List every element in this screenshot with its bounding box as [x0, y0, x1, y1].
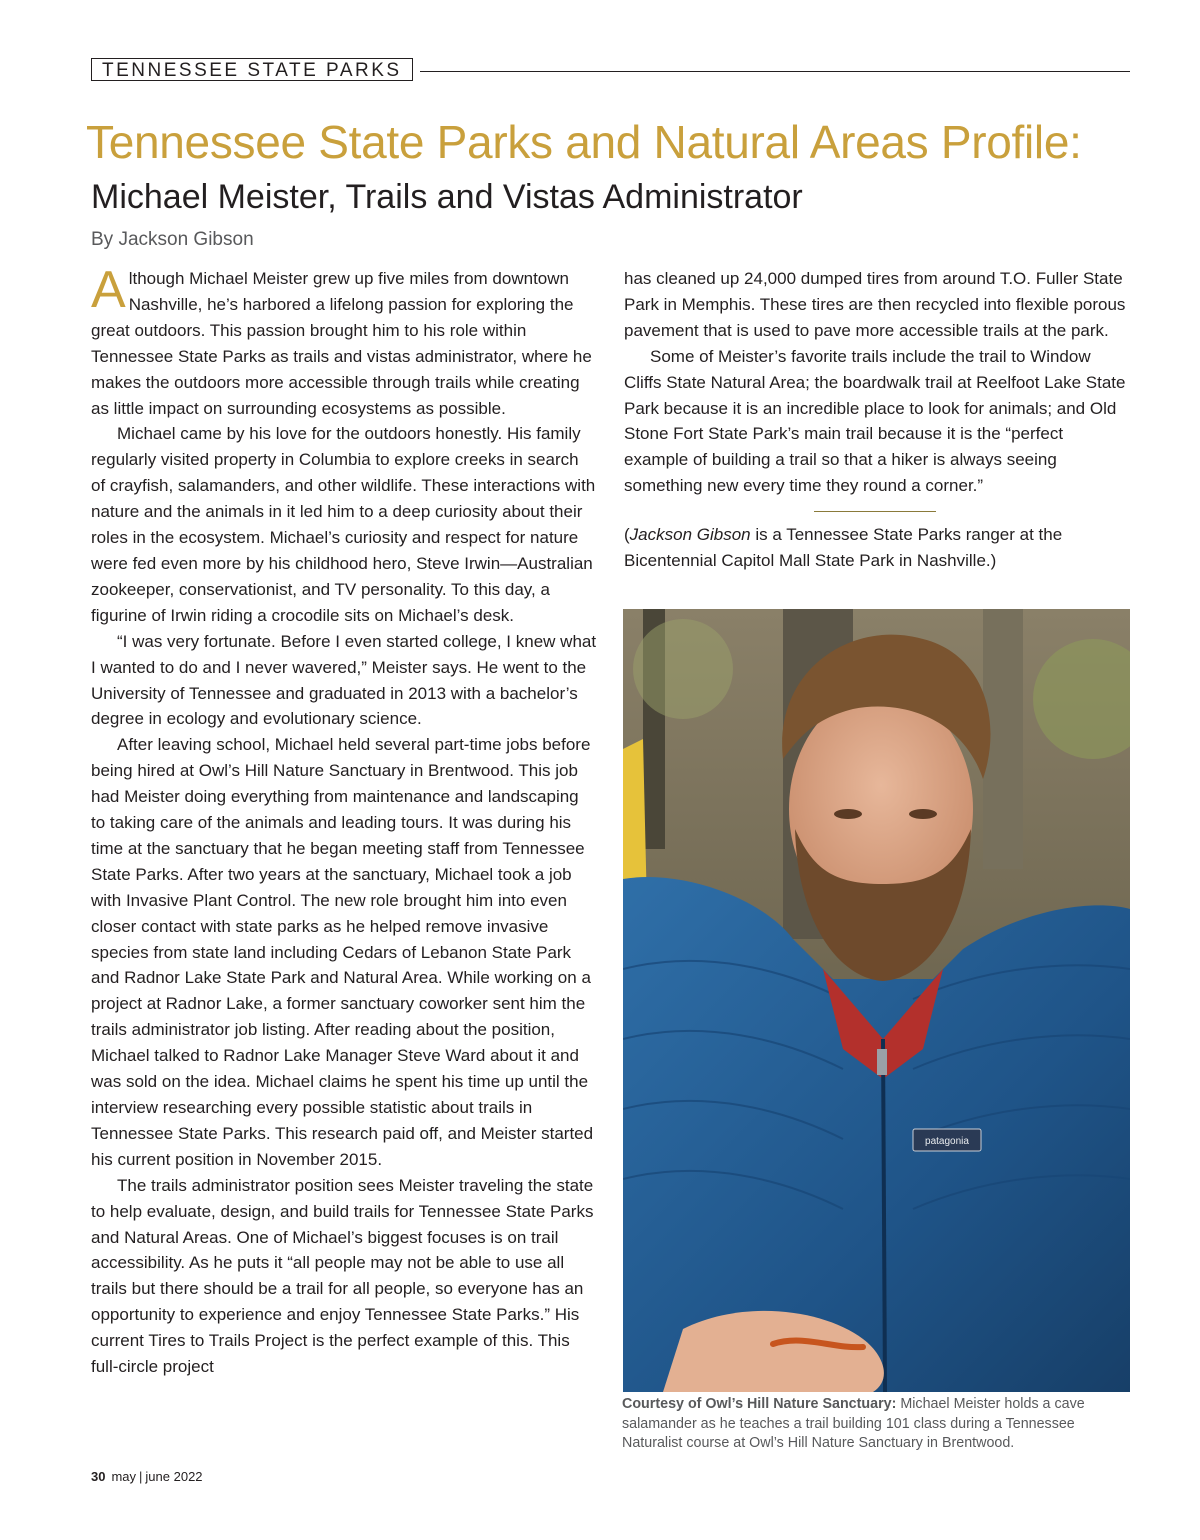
article-subhead: Michael Meister, Trails and Vistas Administrator	[91, 178, 803, 216]
byline: By Jackson Gibson	[91, 229, 254, 250]
zipper-pull	[877, 1049, 887, 1075]
page-number: 30	[91, 1469, 106, 1484]
paragraph-3: “I was very fortunate. Before I even started college, I knew what I wanted to do and I never wavered,” Meister says. He went to the University of Tennessee and graduated in 2013 with a bachelor’s degree in ecology and evolutionary science.	[91, 631, 597, 729]
article-column-right	[624, 266, 1130, 574]
author-note	[624, 522, 1130, 574]
paragraph-2: Michael came by his love for the outdoors honestly. His family regularly visited property in Columbia to explore creeks in search of crayfish, salamanders, and other wildlife. These interactions with nature and the animals in it led him to a deep curiosity about their roles in the ecosystem. Michael’s curiosity and respect for nature were fed even more by his childhood hero, Steve Irwin—Australian zookeeper, conservationist, and TV personality. To this day, a figurine of Irwin riding a crocodile sits on Michael’s desk.	[91, 424, 596, 625]
issue-date: june 2022	[145, 1469, 203, 1484]
paragraph-5: The trails administrator position sees Meister traveling the state to help evaluate, design, and build trails for Tennessee State Parks and Natural Areas. One of Michael’s biggest focuses is on trail accessibility. As he puts it “all people may not be able to use all trails but there should be a trail for all people, so everyone has an opportunity to experience and enjoy Tennessee State Parks.” His current Tires to Trails Project is the perfect example of this. This full-circle project	[91, 1175, 594, 1377]
author-note-name: Jackson Gibson	[629, 525, 751, 545]
issue-separator: |	[139, 1469, 143, 1484]
end-divider	[814, 511, 936, 512]
article-column-left	[91, 261, 597, 1380]
jacket-logo-text: patagonia	[925, 1136, 969, 1147]
section-rule	[420, 71, 1130, 72]
eye-left	[834, 809, 862, 819]
paragraph-4: After leaving school, Michael held several part-time jobs before being hired at Owl’s Hill Nature Sanctuary in Brentwood. This job had Meister doing everything from maintenance and landscaping to taking care of the animals and leading tours. It was during his time at the sanctuary that he began meeting staff from Tennessee State Parks. After two years at the sanctuary, Michael took a job with Invasive Plant Control. The new role brought him into even closer contact with state parks as he helped remove invasive species from state land including Cedars of Lebanon State Park and Radnor Lake State Park and Natural Area. While working on a project at Radnor Lake, a former sanctuary coworker sent him the trails administrator job listing. After reading about the position, Michael talked to Radnor Lake Manager Steve Ward about it and was sold on the idea. Michael claims he spent his time up until the interview researching every possible statistic about trails in Tennessee State Parks. This research paid off, and Meister started his current position in November 2015.	[91, 735, 594, 1169]
article-headline: Tennessee State Parks and Natural Areas Profile:	[86, 116, 1082, 168]
eye-right	[909, 809, 937, 819]
issue-month: may	[111, 1469, 137, 1484]
author-note-text: is a Tennessee State Parks ranger at the Bicentennial Capitol Mall State Park in Nashville.)	[624, 525, 1063, 571]
page-footer	[91, 1469, 203, 1484]
photo-illustration	[623, 609, 1130, 1392]
paragraph-6: Some of Meister’s favorite trails include the trail to Window Cliffs State Natural Area; the boardwalk trail at Reelfoot Lake State Park because it is an incredible place to look for animals; and Old Stone Fort State Park’s main trail because it is the “perfect example of building a trail so that a hiker is always seeing something new every time they round a corner.”	[624, 346, 1126, 496]
section-tag: TENNESSEE STATE PARKS	[91, 58, 413, 81]
drop-cap: A	[91, 261, 126, 319]
author-note-open: (	[624, 525, 630, 545]
paragraph-1-text: lthough Michael Meister grew up five miles from downtown Nashville, he’s harbored a lifelong passion for exploring the great outdoors. This passion brought him to his role within Tennessee State Parks as trails and vistas administrator, where he makes the outdoors more accessible through trails while creating as little impact on surrounding ecosystems as possible.	[91, 269, 592, 418]
paragraph-1	[91, 261, 597, 421]
profile-photo	[623, 609, 1130, 1392]
jacket-zipper	[883, 1039, 885, 1392]
photo-caption	[622, 1395, 1130, 1454]
paragraph-5-continued: has cleaned up 24,000 dumped tires from around T.O. Fuller State Park in Memphis. These tires are then recycled into flexible porous pavement that is used to pave more accessible trails at the park.	[624, 269, 1126, 340]
caption-text: Michael Meister holds a cave salamander as he teaches a trail building 101 class during a Tennessee Naturalist course at Owl’s Hill Nature Sanctuary in Brentwood.	[622, 1396, 1085, 1452]
photo-credit: Courtesy of Owl’s Hill Nature Sanctuary:	[622, 1396, 897, 1412]
foliage	[633, 619, 733, 719]
